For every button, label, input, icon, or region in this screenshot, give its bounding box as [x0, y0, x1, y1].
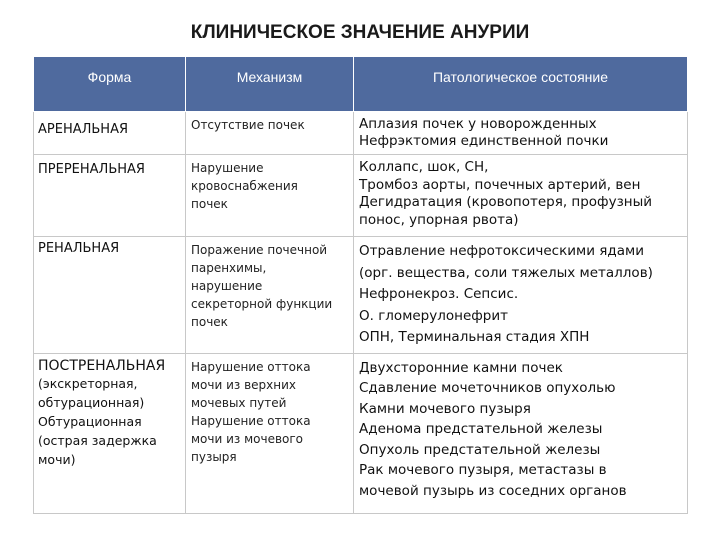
mechanism-line: нарушение	[191, 279, 263, 293]
condition-cell	[354, 112, 688, 155]
mechanism-line: Поражение почечной	[191, 243, 328, 257]
condition-line: Двухсторонние камни почек	[359, 359, 563, 376]
mechanism-line: Нарушение	[191, 161, 264, 175]
mechanism-line: секреторной функции	[191, 297, 333, 311]
form-note-line: мочи)	[38, 451, 76, 467]
page-title: КЛИНИЧЕСКОЕ ЗНАЧЕНИЕ АНУРИИ	[190, 22, 530, 43]
mechanism-cell	[186, 237, 354, 354]
form-label: ПОСТРЕНАЛЬНАЯ	[38, 357, 166, 374]
table-header-row	[34, 57, 688, 112]
table-row	[34, 237, 688, 354]
form-label: ПРЕРЕНАЛЬНАЯ	[38, 162, 145, 177]
mechanism-line: Отсутствие почек	[191, 118, 305, 132]
form-note-line: обтурационная)	[38, 394, 145, 410]
mechanism-line: Нарушение оттока	[191, 359, 311, 374]
condition-line: Опухоль предстательной железы	[359, 441, 601, 458]
form-cell	[34, 353, 186, 513]
condition-line: О. гломерулонефрит	[359, 307, 509, 324]
form-label: АРЕНАЛЬНАЯ	[38, 122, 129, 137]
mechanism-line: пузыря	[191, 449, 237, 464]
condition-line: Тромбоз аорты, почечных артерий, вен	[359, 176, 641, 193]
form-note-line: (экскреторная,	[38, 375, 138, 391]
condition-line: Коллапс, шок, СН,	[359, 159, 489, 175]
form-cell	[34, 155, 186, 237]
table-row	[34, 112, 688, 155]
condition-cell	[354, 155, 688, 237]
condition-cell	[354, 237, 688, 354]
condition-line: ОПН, Терминальная стадия ХПН	[359, 329, 590, 345]
form-cell	[34, 112, 186, 155]
mechanism-line: кровоснабжения	[191, 179, 298, 193]
condition-cell	[354, 353, 688, 513]
form-note-line: (острая задержка	[38, 432, 157, 448]
table-row	[34, 353, 688, 513]
condition-line: Отравление нефротоксическими ядами	[359, 243, 644, 259]
header-mechanism: Механизм	[186, 57, 354, 112]
anuria-table	[33, 56, 688, 514]
condition-line: Рак мочевого пузыря, метастазы в	[359, 462, 607, 478]
condition-line: Аплазия почек у новорожденных	[359, 116, 597, 132]
mechanism-line: мочи из верхних	[191, 377, 297, 392]
form-cell	[34, 237, 186, 354]
mechanism-line: почек	[191, 197, 228, 211]
condition-line: Аденома предстательной железы	[359, 421, 603, 437]
mechanism-cell	[186, 155, 354, 237]
form-note-line: Обтурационная	[38, 413, 142, 429]
condition-line: Сдавление мочеточников опухолью	[359, 380, 616, 396]
mechanism-cell	[186, 112, 354, 155]
condition-line: Дегидратация (кровопотеря, профузный	[359, 194, 653, 210]
mechanism-line: паренхимы,	[191, 261, 267, 275]
condition-line: Нефронекроз. Сепсис.	[359, 286, 519, 302]
mechanism-line: Нарушение оттока	[191, 413, 311, 428]
table-row	[34, 155, 688, 237]
condition-line: Нефрэктомия единственной почки	[359, 133, 609, 149]
condition-line: мочевой пузырь из соседних органов	[359, 482, 627, 499]
mechanism-cell	[186, 353, 354, 513]
condition-line: (орг. вещества, соли тяжелых металлов)	[359, 264, 653, 281]
header-condition: Патологическое состояние	[354, 57, 688, 112]
condition-line: понос, упорная рвота)	[359, 211, 519, 228]
mechanism-line: мочи из мочевого	[191, 431, 304, 446]
mechanism-line: мочевых путей	[191, 395, 287, 410]
form-label: РЕНАЛЬНАЯ	[38, 241, 120, 256]
condition-line: Камни мочевого пузыря	[359, 400, 531, 417]
mechanism-line: почек	[191, 315, 228, 329]
header-form: Форма	[34, 57, 186, 112]
